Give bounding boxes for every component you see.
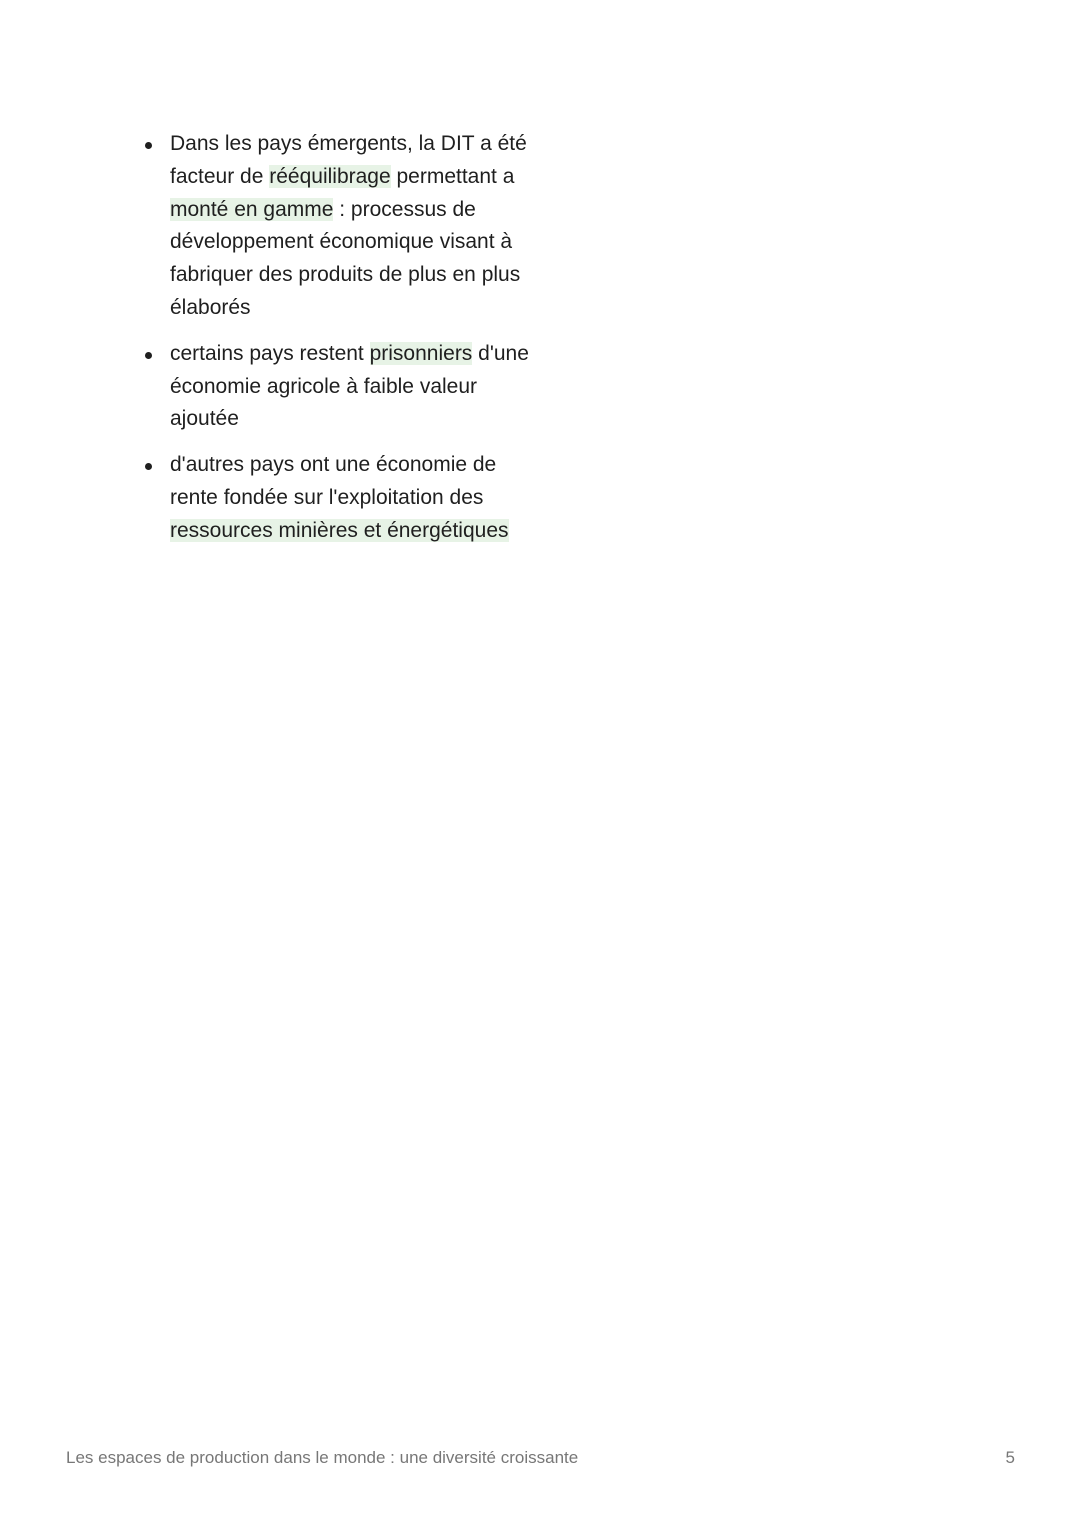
document-body xyxy=(140,128,540,561)
bullet-text: d'une économie agricole à faible valeur ajoutée xyxy=(170,341,529,431)
highlighted-term: rééquilibrage xyxy=(269,164,391,188)
bullet-item-2 xyxy=(140,338,540,436)
bullet-dot-icon xyxy=(145,352,152,359)
footer-document-title: Les espaces de production dans le monde : une diversité croissante xyxy=(66,1448,579,1467)
highlighted-term: ressources minières et énergétiques xyxy=(170,518,509,542)
bullet-list xyxy=(140,128,540,548)
bullet-text: : processus de développement économique visant à fabriquer des produits de plus en plus élaborés xyxy=(170,197,521,319)
bullet-text: Dans les pays émergents, la DIT a xyxy=(170,132,498,155)
highlighted-term: prisonniers xyxy=(369,341,473,365)
bullet-dot-icon xyxy=(145,463,152,470)
bullet-text: certains pays restent xyxy=(170,341,370,365)
bullet-text: d'autres pays ont une économie de rente fondée sur l'exploitation des xyxy=(170,453,497,509)
bullet-item-1 xyxy=(140,128,540,325)
bullet-text: permettant a xyxy=(390,164,515,188)
bullet-dot-icon xyxy=(145,142,152,149)
bullet-item-3 xyxy=(140,449,540,547)
page-number: 5 xyxy=(1005,1448,1015,1467)
highlighted-term: monté en gamme xyxy=(170,197,334,221)
bullet-text: été facteur de xyxy=(170,132,527,188)
